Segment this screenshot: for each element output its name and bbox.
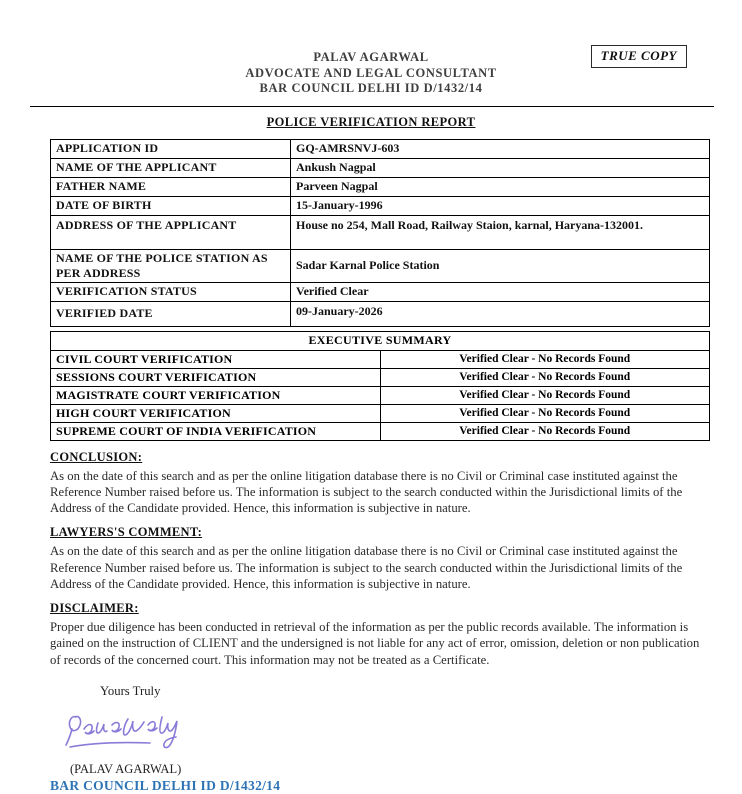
field-value: GQ-AMRSNVJ-603 — [291, 139, 710, 158]
field-label: FATHER NAME — [51, 177, 291, 196]
summary-label: SESSIONS COURT VERIFICATION — [51, 368, 381, 386]
table-row — [51, 282, 710, 301]
field-label: ADDRESS OF THE APPLICANT — [51, 215, 291, 249]
table-row — [51, 177, 710, 196]
table-row — [51, 331, 710, 350]
field-value: Parveen Nagpal — [291, 177, 710, 196]
table-row — [51, 301, 710, 326]
section-heading: CONCLUSION: — [50, 449, 143, 464]
field-value: 15-January-1996 — [291, 196, 710, 215]
summary-label: CIVIL COURT VERIFICATION — [51, 350, 381, 368]
field-value: Verified Clear — [291, 282, 710, 301]
field-label: NAME OF THE APPLICANT — [51, 158, 291, 177]
report-title: POLICE VERIFICATION REPORT — [266, 114, 476, 129]
section-conclusion — [50, 450, 712, 517]
true-copy-stamp: TRUE COPY — [591, 45, 687, 68]
summary-label: HIGH COURT VERIFICATION — [51, 404, 381, 422]
field-value: Sadar Karnal Police Station — [291, 249, 710, 282]
applicant-details-table — [50, 139, 710, 327]
letterhead-name: PALAV AGARWAL — [313, 50, 429, 64]
section-heading: DISCLAIMER: — [50, 601, 139, 615]
table-row — [51, 404, 710, 422]
text-sections — [50, 450, 712, 668]
table-row — [51, 196, 710, 215]
summary-value: Verified Clear - No Records Found — [380, 368, 710, 386]
section-lawyers-comment — [50, 525, 712, 592]
letterhead-role: ADVOCATE AND LEGAL CONSULTANT — [245, 65, 497, 80]
table-row — [51, 368, 710, 386]
executive-summary-title: EXECUTIVE SUMMARY — [51, 331, 710, 350]
table-row — [51, 386, 710, 404]
section-heading: LAWYERS'S COMMENT: — [50, 525, 203, 540]
field-value: Ankush Nagpal — [291, 158, 710, 177]
section-body: Proper due diligence has been conducted in retrieval of the information as per the public records available. The information is gained on the instruction of CLIENT and the undersigned is not liable for any act of error, omission, deletion or non publication of records of the concerned court. This information may not be treated as a Certificate. — [50, 620, 700, 667]
field-label: DATE OF BIRTH — [51, 196, 291, 215]
summary-value: Verified Clear - No Records Found — [380, 404, 710, 422]
section-body: As on the date of this search and as per the online litigation database there is no Civil or Criminal case instituted against the Reference Number raised before us. The information is subject to the search conducted within the Jurisdictional limits of the Address of the Candidate provided. Hence, this information is subjective in nature. — [50, 468, 683, 515]
signatory-bar-id: BAR COUNCIL DELHI ID D/1432/14 — [50, 777, 281, 793]
table-row — [51, 139, 710, 158]
summary-value: Verified Clear - No Records Found — [380, 422, 710, 440]
field-label: VERIFIED DATE — [51, 301, 291, 326]
signature-image — [62, 705, 192, 755]
field-label: VERIFICATION STATUS — [51, 282, 291, 301]
table-row — [51, 350, 710, 368]
field-label: APPLICATION ID — [51, 139, 291, 158]
table-row — [51, 215, 710, 249]
field-label: NAME OF THE POLICE STATION AS PER ADDRESS — [51, 249, 291, 282]
table-row — [51, 249, 710, 282]
letterhead-bar-id: BAR COUNCIL DELHI ID D/1432/14 — [259, 81, 483, 95]
table-row — [51, 158, 710, 177]
executive-summary-table — [50, 331, 710, 441]
signatory-name: (PALAV AGARWAL) — [70, 761, 182, 776]
table-row — [51, 422, 710, 440]
summary-label: MAGISTRATE COURT VERIFICATION — [51, 386, 381, 404]
summary-value: Verified Clear - No Records Found — [380, 386, 710, 404]
section-body: As on the date of this search and as per the online litigation database there is no Civil or Criminal case instituted against the Reference Number raised before us. The information is subject to the search conducted within the Jurisdictional limits of the Address of the Candidate provided. Hence, this information is subjective in nature. — [50, 544, 683, 591]
field-value: 09-January-2026 — [291, 301, 710, 326]
header-divider — [30, 106, 714, 107]
section-disclaimer — [50, 601, 712, 668]
field-value: House no 254, Mall Road, Railway Staion, karnal, Haryana-132001. — [291, 215, 710, 249]
closing-text: Yours Truly — [100, 683, 161, 698]
summary-label: SUPREME COURT OF INDIA VERIFICATION — [51, 422, 381, 440]
summary-value: Verified Clear - No Records Found — [380, 350, 710, 368]
